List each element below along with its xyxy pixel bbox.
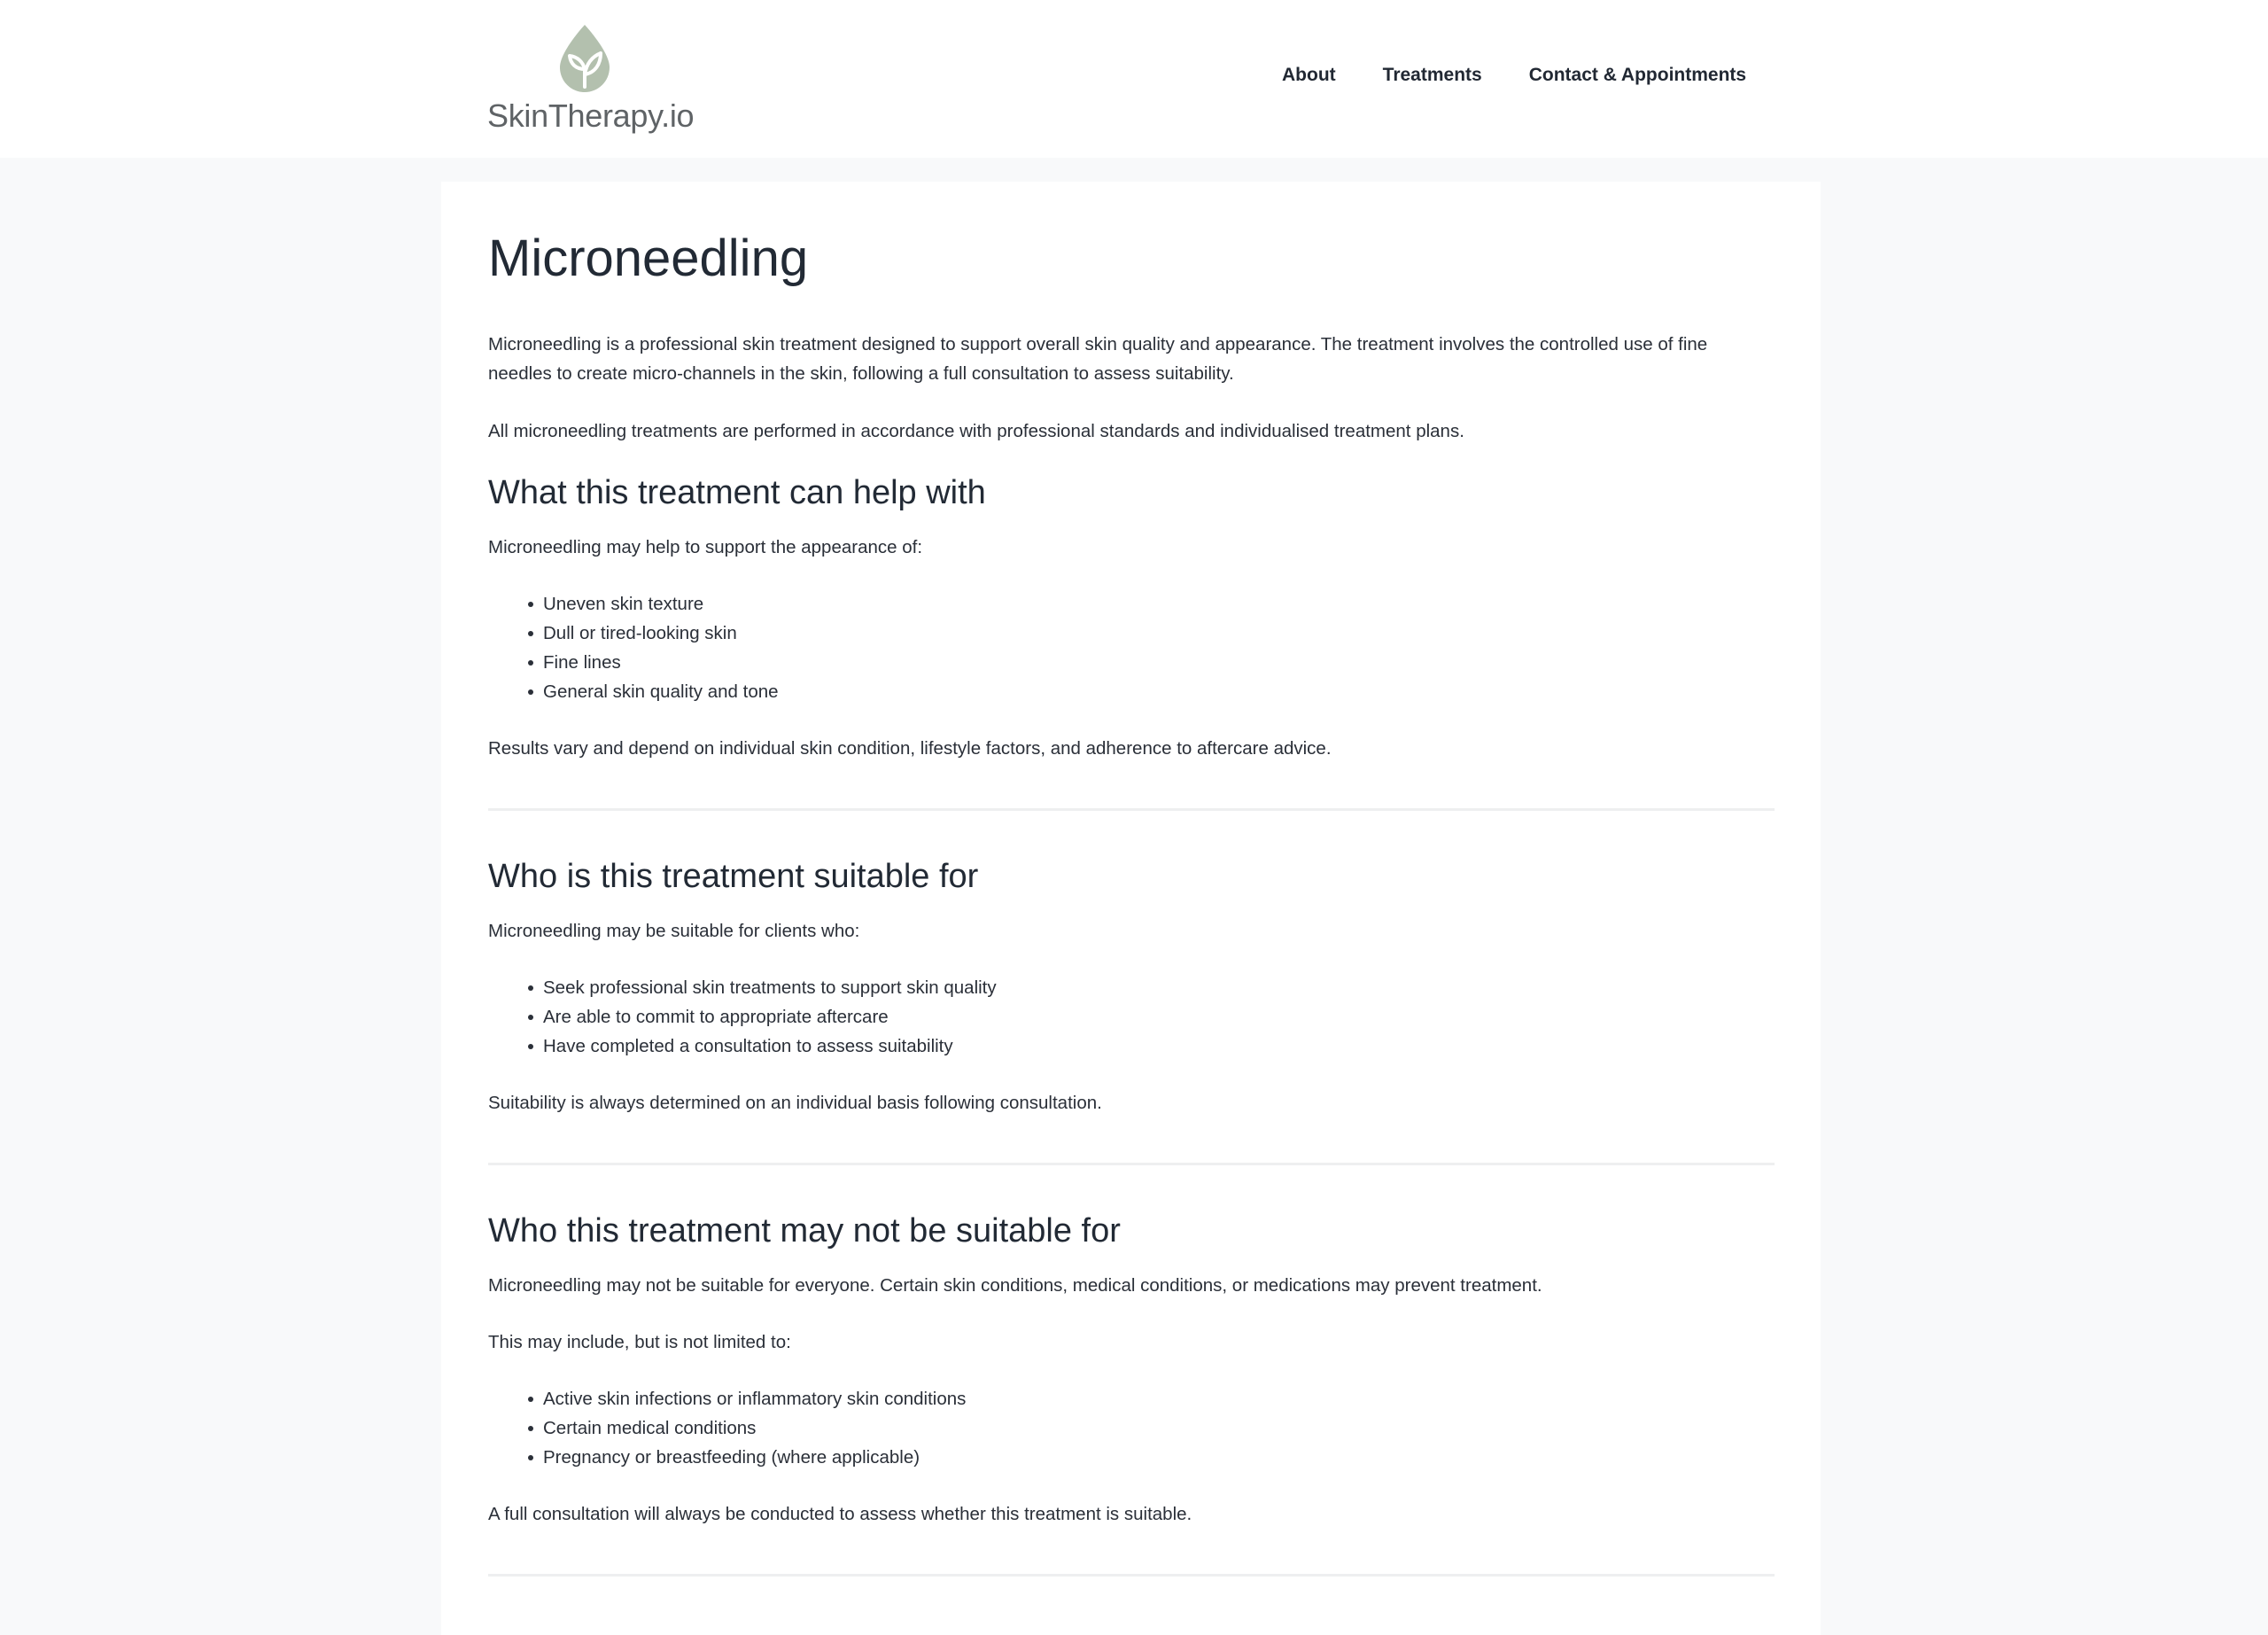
section-heading: Who this treatment may not be suitable for (488, 1212, 1121, 1250)
list-item: Dull or tired-looking skin (528, 619, 1775, 648)
article (488, 224, 1775, 1577)
nav-treatments[interactable]: Treatments (1382, 65, 1482, 85)
section-note: A full consultation will always be conducted to assess whether this treatment is suitable. (488, 1504, 1192, 1524)
nav-about[interactable]: About (1282, 65, 1336, 85)
leaf-drop-icon (556, 23, 613, 94)
section-heading: What this treatment can help with (488, 474, 986, 511)
brand-name: SkinTherapy.io (487, 97, 695, 134)
list-item: Active skin infections or inflammatory skin conditions (528, 1384, 1775, 1413)
section-note: Results vary and depend on individual skin condition, lifestyle factors, and adherence to aftercare advice. (488, 738, 1332, 759)
intro-paragraph: Microneedling is a professional skin treatment designed to support overall skin quality and appearance. The treatment involves the controlled use of fine needles to create micro-channels in the skin, following a full consultation to assess suitability. (488, 334, 1708, 384)
section-lead: This may include, but is not limited to: (488, 1332, 791, 1352)
nav-contact-appointments[interactable]: Contact & Appointments (1528, 65, 1747, 85)
page-title: Microneedling (488, 230, 809, 287)
list-item: Uneven skin texture (528, 589, 1775, 619)
list-item: Have completed a consultation to assess suitability (528, 1032, 1775, 1061)
section-lead: Microneedling may be suitable for clients who: (488, 921, 860, 941)
divider (488, 1163, 1775, 1165)
list-item: Are able to commit to appropriate aftercare (528, 1002, 1775, 1032)
list-item: Certain medical conditions (528, 1413, 1775, 1443)
section-lead: Microneedling may help to support the appearance of: (488, 537, 923, 557)
logo-link[interactable] (485, 19, 695, 139)
intro-paragraph: All microneedling treatments are performed in accordance with professional standards and individualised treatment plans. (488, 421, 1464, 441)
main-nav (1282, 65, 1746, 86)
content-card (441, 182, 1821, 1635)
not-suitable-list (488, 1384, 1775, 1472)
section-note: Suitability is always determined on an individual basis following consultation. (488, 1093, 1102, 1113)
list-item: Pregnancy or breastfeeding (where applicable) (528, 1443, 1775, 1472)
list-item: Fine lines (528, 648, 1775, 677)
list-item: General skin quality and tone (528, 677, 1775, 706)
suitable-list (488, 973, 1775, 1061)
divider (488, 808, 1775, 811)
section-heading: Who is this treatment suitable for (488, 858, 979, 895)
section-lead: Microneedling may not be suitable for everyone. Certain skin conditions, medical conditions, or medications may prevent treatment. (488, 1275, 1542, 1296)
list-item: Seek professional skin treatments to support skin quality (528, 973, 1775, 1002)
help-list (488, 589, 1775, 706)
divider (488, 1574, 1775, 1577)
site-header (0, 0, 2268, 158)
